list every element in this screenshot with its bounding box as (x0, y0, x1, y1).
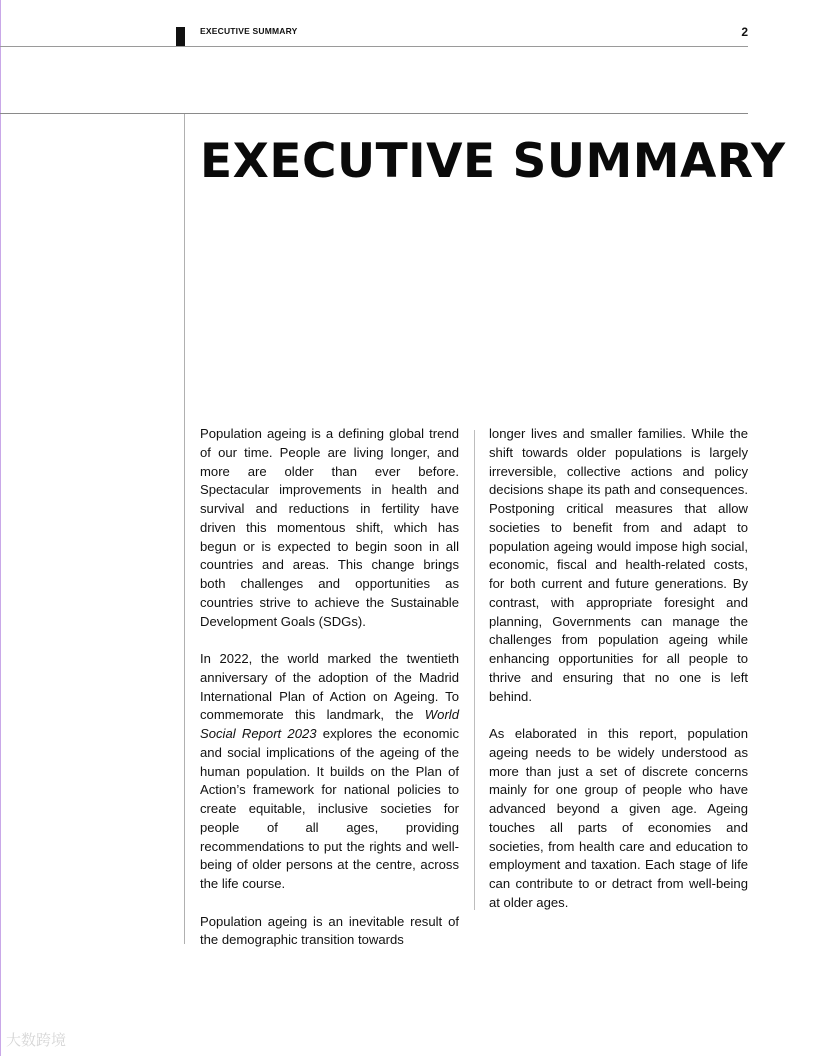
column-divider (474, 430, 475, 910)
header-marker-bar (176, 27, 185, 46)
page-title: EXECUTIVE SUMMARY (200, 134, 786, 189)
text-column-left (200, 425, 459, 950)
section-divider (0, 113, 748, 114)
text-column-right (489, 425, 748, 913)
paragraph-text: In 2022, the world marked the twentieth anniversary of the adoption of the Madrid International Plan of Action on Ageing. To commemorate this landmark, the (200, 651, 459, 723)
watermark-logo: 大数跨境 (6, 1032, 67, 1049)
paragraph: Population ageing is a defining global trend of our time. People are living longer, and more are older than ever before. Spectacular improvements in health and survival and reductions in fertility have driven this momentous shift, which has begun or is expected to begin soon in all countries and areas. This change brings both challenges and opportunities as countries strive to achieve the Sustainable Development Goals (SDGs). (200, 426, 459, 629)
margin-rule (184, 114, 185, 944)
report-title: World Social Report 2023 (200, 707, 459, 741)
header-divider (0, 46, 748, 47)
page-number: 2 (741, 25, 748, 39)
running-header: EXECUTIVE SUMMARY (200, 26, 298, 36)
paragraph (200, 650, 459, 894)
paragraph-text: explores the economic and social implications of the ageing of the human population. It builds on the Plan of Action’s framework for national policies to create equitable, inclusive societies for people of all ages, providing recommendations to put the rights and well-being of older persons at the centre, across the life course. (200, 726, 459, 891)
paragraph: Population ageing is an inevitable result of the demographic transition towards (200, 913, 459, 948)
paragraph: As elaborated in this report, population ageing needs to be widely understood as more than just a set of discrete concerns mainly for one group of people who have advanced beyond a given age. Ageing touches all parts of economies and societies, from health care and education to employment and taxation. Each stage of life can contribute to or detract from well-being at older ages. (489, 726, 748, 910)
paragraph: longer lives and smaller families. While the shift towards older populations is largely irreversible, collective actions and policy decisions shape its path and consequences. Postponing critical measures that allow societies to benefit from and adapt to population ageing would impose high social, economic, fiscal and health-related costs, for both current and future generations. By contrast, with appropriate foresight and planning, Governments can manage the challenges from population ageing while enhancing opportunities for all people to thrive and ensuring that no one is left behind. (489, 426, 748, 704)
page-edge-line (0, 0, 1, 1056)
